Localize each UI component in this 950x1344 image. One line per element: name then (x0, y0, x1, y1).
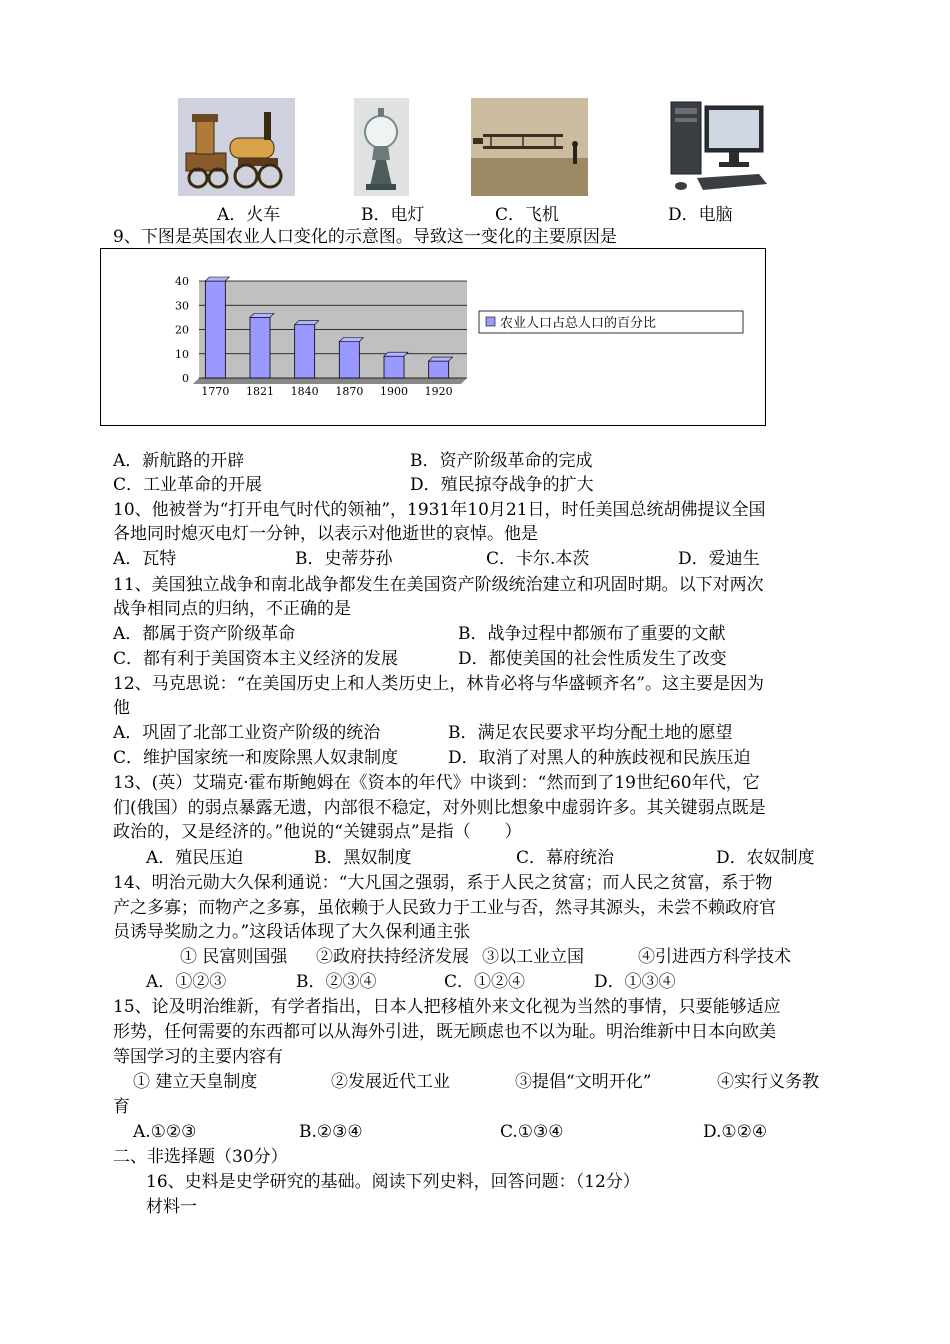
q14-option-a: A．①②③ (146, 972, 227, 992)
bar (295, 325, 315, 378)
x-tick-label: 1770 (201, 385, 230, 398)
q14-item-4: ④引进西方科学技术 (638, 947, 791, 967)
bar (205, 281, 225, 378)
q9-option-d: D．殖民掠夺战争的扩大 (410, 475, 594, 495)
bar (429, 361, 449, 378)
q14-item-2: ②政府扶持经济发展 (316, 947, 469, 967)
q12-stem-line2: 他 (113, 698, 130, 718)
q14-stem-line2: 产之多寡；而物产之多寡，虽依赖于人民致力于工业与否，然寻其源头，未尝不赖政府官 (113, 898, 776, 918)
q9-option-c: C．工业革命的开展 (113, 475, 263, 495)
x-tick-label: 1840 (290, 385, 319, 398)
q14-stem-line3: 员诱导奖励之力。”这段话体现了大久保利通主张 (113, 922, 471, 942)
q10-option-d: D．爱迪生 (678, 549, 760, 569)
q11-stem-line2: 战争相同点的归纳，不正确的是 (113, 599, 351, 619)
q14-option-d: D．①③④ (594, 972, 676, 992)
q13-option-d: D．农奴制度 (716, 848, 815, 868)
x-tick-label: 1821 (246, 385, 274, 398)
q11-option-c: C．都有利于美国资本主义经济的发展 (113, 649, 399, 669)
q13-option-c: C．幕府统治 (516, 848, 615, 868)
y-tick-label: 0 (182, 372, 189, 385)
q11-stem-line1: 11、美国独立战争和南北战争都发生在美国资产阶级统治建立和巩固时期。以下对两次 (113, 575, 764, 595)
q13-stem-line1: 13、(英）艾瑞克·霍布斯鲍姆在《资本的年代》中谈到：“然而到了19世纪60年代，它 (113, 773, 760, 793)
q10-stem-line1: 10、他被誉为“打开电气时代的领袖”，1931年10月21日，时任美国总统胡佛提议全国 (113, 500, 766, 520)
q13-stem-line2: 们(俄国）的弱点暴露无遗，内部很不稳定，对外则比想象中虚弱许多。其关键弱点既是 (113, 798, 766, 818)
train-image (178, 98, 295, 196)
legend-swatch (486, 317, 495, 326)
y-tick-label: 20 (175, 323, 189, 337)
q15-item-1: ① 建立天皇制度 (133, 1072, 258, 1092)
q14-item-1: ① 民富则国强 (180, 947, 288, 967)
q12-option-c: C．维护国家统一和废除黑人奴隶制度 (113, 748, 399, 768)
q12-option-b: B．满足农民要求平均分配土地的愿望 (448, 723, 733, 743)
q15-stem-line1: 15、论及明治维新，有学者指出，日本人把移植外来文化视为当然的事情，只要能够适应 (113, 997, 781, 1017)
y-tick-label: 40 (175, 275, 189, 288)
q12-stem-line1: 12、马克思说：“在美国历史上和人类历史上，林肯必将与华盛顿齐名”。这主要是因为 (113, 674, 765, 694)
bar (250, 317, 270, 378)
q12-option-d: D．取消了对黑人的种族歧视和民族压迫 (448, 748, 751, 768)
population-chart (101, 249, 765, 425)
q11-option-a: A．都属于资产阶级革命 (113, 624, 296, 644)
computer-icon (663, 98, 773, 196)
image-caption-b: B．电灯 (361, 205, 425, 225)
computer-image (663, 98, 773, 196)
legend-label: 农业人口占总人口的百分比 (500, 316, 657, 331)
q11-option-b: B．战争过程中都颁布了重要的文献 (458, 624, 726, 644)
bar (339, 342, 359, 378)
q10-option-c: C．卡尔.本茨 (486, 549, 590, 569)
q15-stem-line2: 形势，任何需要的东西都可以从海外引进，既无顾虑也不以为耻。明治维新中日本向欧美 (113, 1022, 776, 1042)
q14-stem-line1: 14、明治元勋大久保利通说：“大凡国之强弱，系于人民之贫富；而人民之贫富，系于物 (113, 873, 773, 893)
q13-stem-line3: 政治的，又是经济的。”他说的“关键弱点”是指（ ） (113, 822, 522, 842)
image-caption-a: A．火车 (217, 205, 281, 225)
y-tick-label: 30 (175, 299, 189, 313)
bar-top (250, 313, 274, 317)
q15-item-wrap: 育 (113, 1097, 130, 1117)
q15-stem-line3: 等国学习的主要内容有 (113, 1047, 283, 1067)
y-tick-label: 10 (175, 347, 189, 361)
image-caption-c: C．飞机 (495, 205, 560, 225)
q10-option-a: A．瓦特 (113, 549, 177, 569)
q14-option-c: C．①②④ (444, 972, 526, 992)
q15-option-a: A.①②③ (133, 1122, 197, 1142)
q13-option-a: A．殖民压迫 (146, 848, 244, 868)
bar-top (384, 352, 408, 356)
x-tick-label: 1870 (335, 385, 364, 398)
image-caption-d: D．电脑 (668, 205, 733, 225)
bar-top (429, 357, 453, 361)
train-icon (178, 98, 295, 196)
light-bulb-image (354, 98, 409, 196)
q9-stem: 9、下图是英国农业人口变化的示意图。导致这一变化的主要原因是 (113, 227, 617, 247)
chart-frame (100, 248, 766, 426)
bar-top (339, 338, 363, 342)
q15-option-c: C.①③④ (500, 1122, 564, 1142)
q15-option-b: B.②③④ (299, 1122, 363, 1142)
q13-option-b: B．黑奴制度 (314, 848, 412, 868)
material-one-label: 材料一 (146, 1197, 197, 1217)
section-two-title: 二、非选择题（30分） (113, 1147, 288, 1167)
q15-option-d: D.①②④ (703, 1122, 768, 1142)
q15-item-4: ④实行义务教 (717, 1072, 819, 1092)
airplane-icon (471, 98, 588, 196)
bar (384, 356, 404, 378)
q15-item-2: ②发展近代工业 (331, 1072, 450, 1092)
q14-option-b: B．②③④ (296, 972, 377, 992)
plot-floor (193, 378, 467, 384)
x-tick-label: 1900 (380, 385, 408, 398)
x-tick-label: 1920 (424, 385, 453, 398)
bar-top (205, 277, 229, 281)
q15-item-3: ③提倡“文明开化” (515, 1072, 652, 1092)
q16-stem: 16、史料是史学研究的基础。阅读下列史料，回答问题：（12分） (146, 1172, 640, 1192)
bar-top (295, 321, 319, 325)
light-bulb-icon (354, 98, 409, 196)
q12-option-a: A．巩固了北部工业资产阶级的统治 (113, 723, 381, 743)
airplane-image (471, 98, 588, 196)
q10-option-b: B．史蒂芬孙 (295, 549, 393, 569)
q14-item-3: ③以工业立国 (482, 947, 584, 967)
q11-option-d: D．都使美国的社会性质发生了改变 (458, 649, 727, 669)
q9-option-a: A．新航路的开辟 (113, 451, 245, 471)
q9-option-b: B．资产阶级革命的完成 (410, 451, 593, 471)
q10-stem-line2: 各地同时熄灭电灯一分钟，以表示对他逝世的哀悼。他是 (113, 524, 538, 544)
